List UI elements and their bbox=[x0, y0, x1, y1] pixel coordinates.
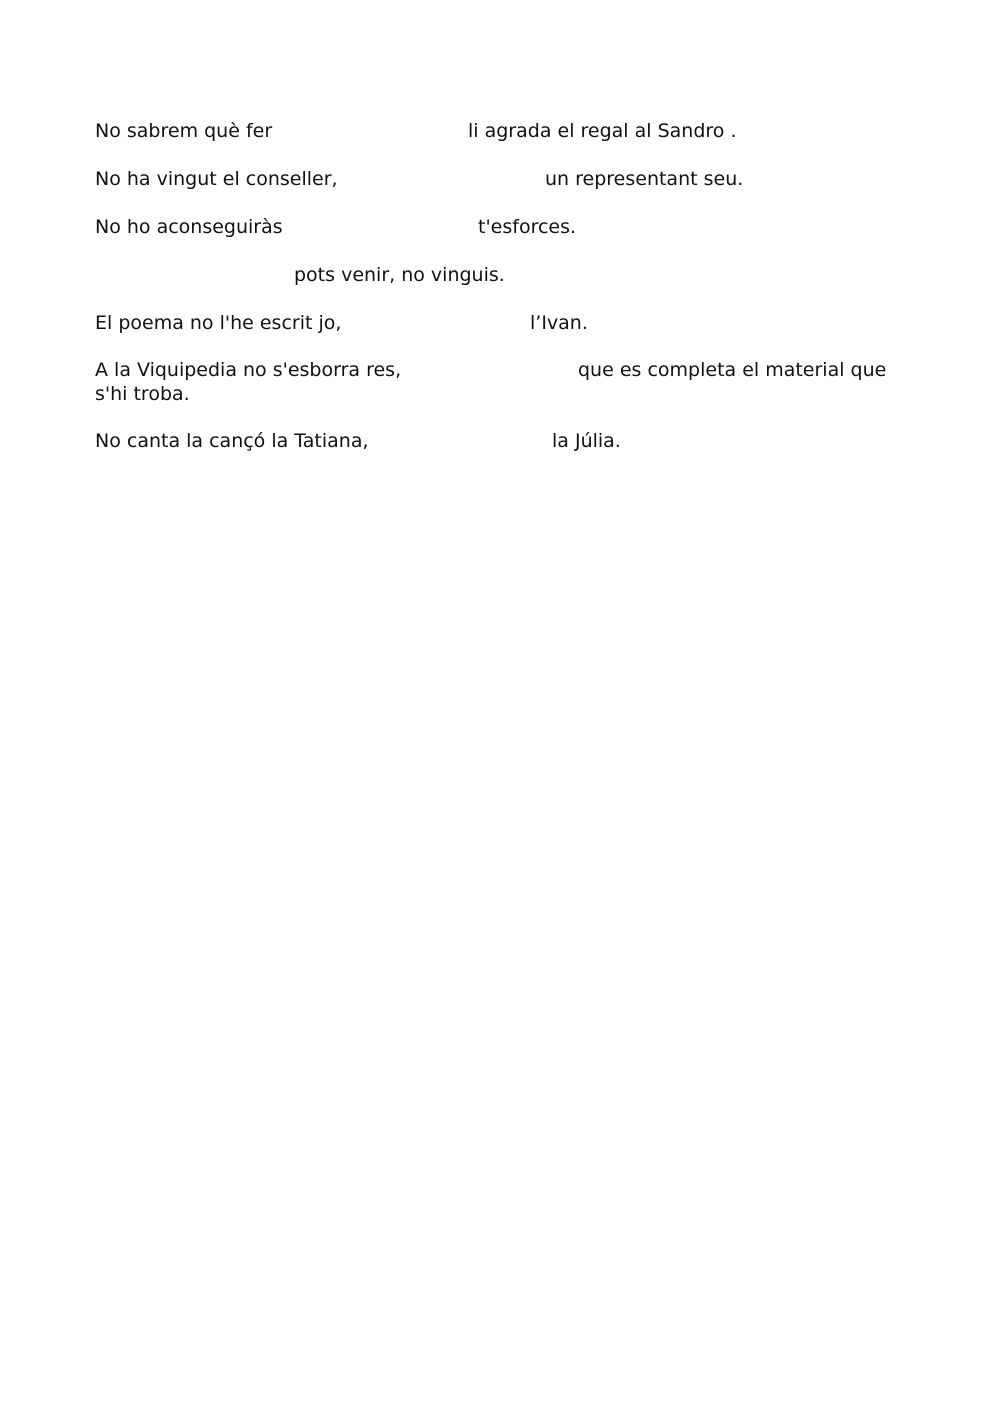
sentence-4-blank[interactable] bbox=[95, 262, 285, 288]
sentence-1-blank[interactable] bbox=[295, 118, 460, 144]
sentence-3-after: t'esforces. bbox=[478, 216, 577, 238]
sentence-5 bbox=[95, 312, 341, 335]
sentence-5-before: El poema no l'he escrit jo, bbox=[95, 312, 342, 334]
sentence-2 bbox=[95, 168, 338, 191]
sentence-5-after: l’Ivan. bbox=[530, 312, 588, 334]
sentence-6-after: que es completa el material que bbox=[578, 359, 887, 381]
sentence-7 bbox=[95, 430, 369, 453]
sentence-6-blank[interactable] bbox=[432, 357, 570, 383]
sentence-7-blank[interactable] bbox=[398, 428, 544, 454]
sentence-1-before: No sabrem què fer bbox=[95, 120, 273, 142]
sentence-5-blank[interactable] bbox=[370, 310, 522, 336]
sentence-6-after-line bbox=[578, 359, 886, 382]
sentence-6-continuation-line bbox=[95, 383, 190, 406]
sentence-6-continuation: s'hi troba. bbox=[95, 383, 190, 405]
sentence-4-after: pots venir, no vinguis. bbox=[294, 264, 505, 286]
sentence-6-before: A la Viquipedia no s'esborra res, bbox=[95, 359, 402, 381]
sentence-7-after-line bbox=[552, 430, 621, 453]
sentence-7-after: la Júlia. bbox=[552, 430, 621, 452]
sentence-2-after: un representant seu. bbox=[545, 168, 744, 190]
sentence-1-after: li agrada el regal al Sandro . bbox=[468, 120, 737, 142]
sentence-1 bbox=[95, 120, 272, 143]
sentence-6 bbox=[95, 359, 401, 382]
sentence-7-before: No canta la cançó la Tatiana, bbox=[95, 430, 369, 452]
sentence-3-after-line bbox=[478, 216, 576, 239]
sentence-5-after-line bbox=[530, 312, 588, 335]
sentence-3-before: No ho aconseguiràs bbox=[95, 216, 283, 238]
sentence-4-after-line bbox=[294, 264, 505, 287]
sentence-2-after-line bbox=[545, 168, 743, 191]
sentence-3 bbox=[95, 216, 283, 239]
sentence-2-before: No ha vingut el conseller, bbox=[95, 168, 338, 190]
sentence-3-blank[interactable] bbox=[305, 214, 470, 240]
sentence-1-after-line bbox=[468, 120, 736, 143]
sentence-2-blank[interactable] bbox=[365, 166, 537, 192]
